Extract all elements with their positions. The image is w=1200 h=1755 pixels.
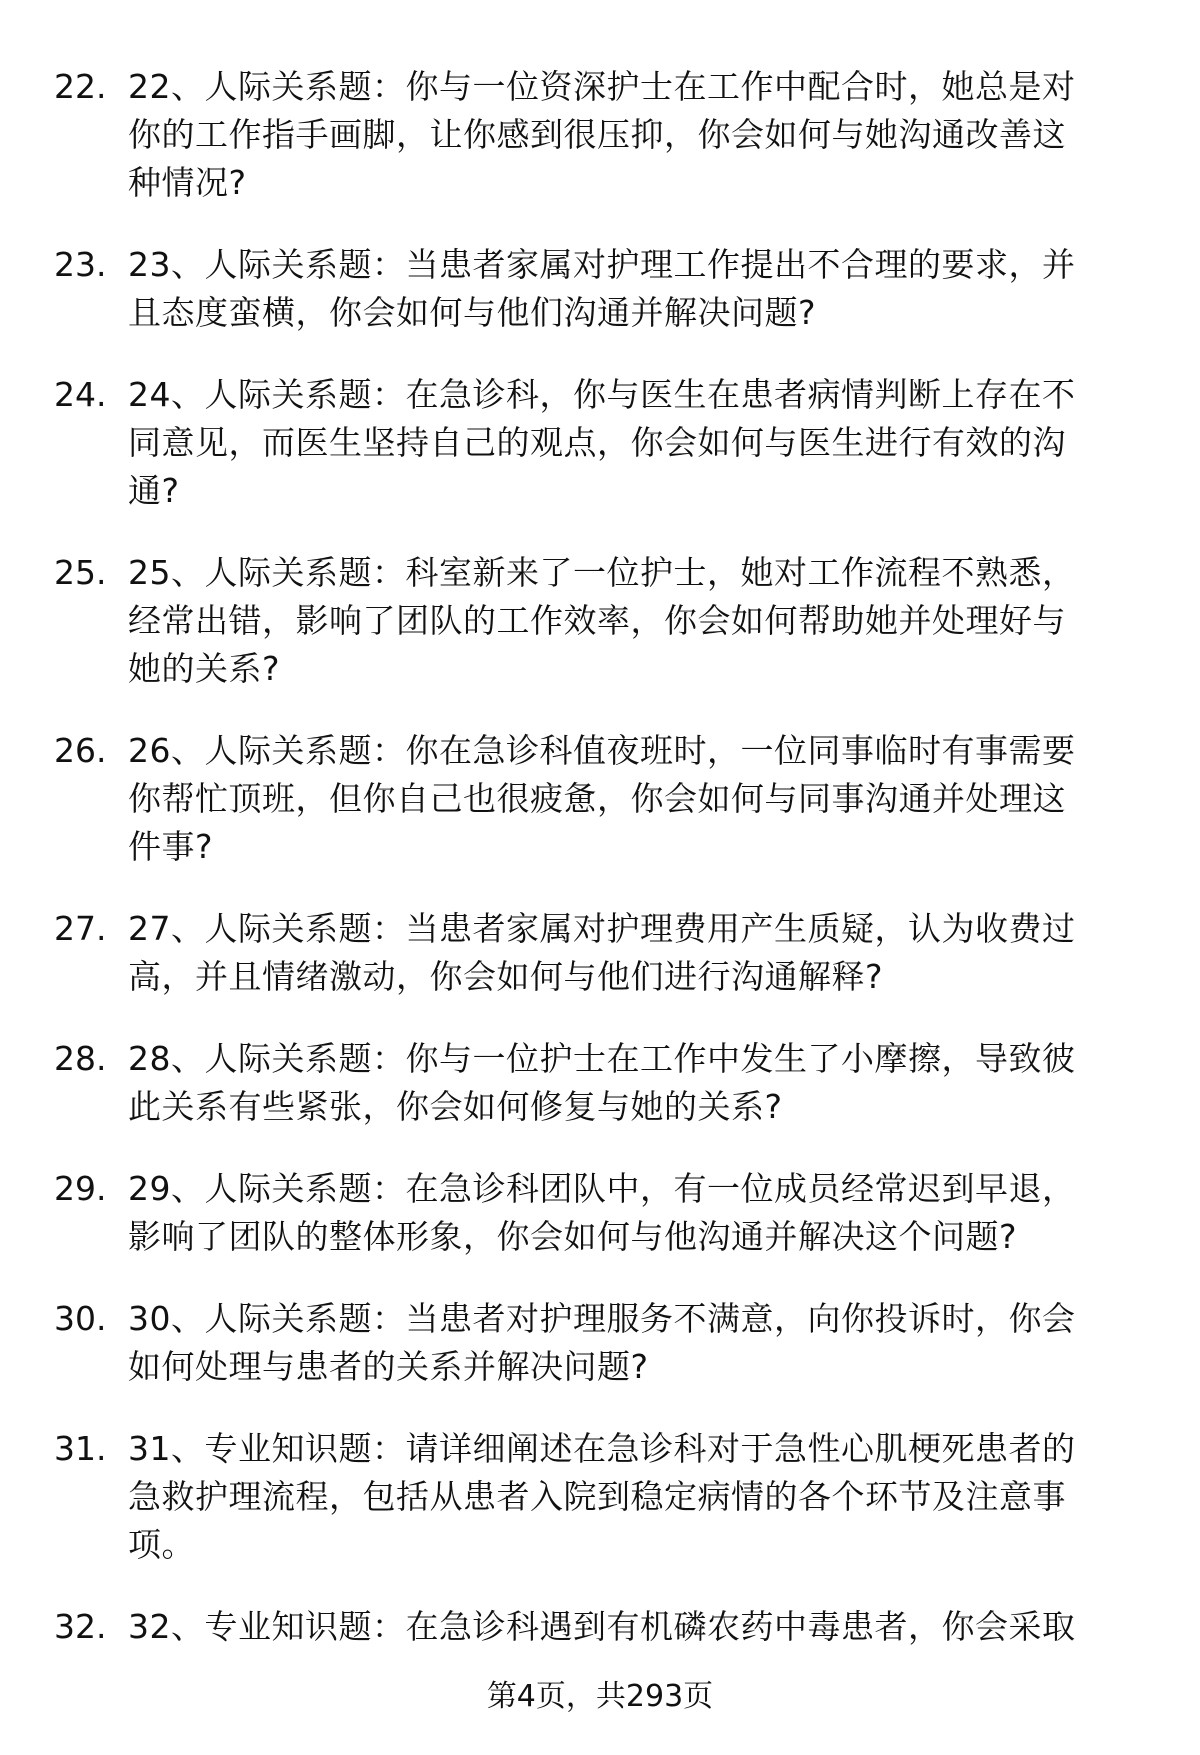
question-number: 26. [54, 731, 107, 770]
question-item [0, 905, 1200, 1001]
question-text-line: 24、人际关系题：在急诊科，你与医生在患者病情判断上存在不 [128, 375, 1076, 414]
question-text-line: 你的工作指手画脚，让你感到很压抑，你会如何与她沟通改善这 [128, 115, 1066, 154]
question-item [0, 63, 1200, 207]
question-text-line: 29、人际关系题：在急诊科团队中，有一位成员经常迟到早退， [128, 1169, 1076, 1208]
question-item [0, 241, 1200, 337]
question-text-line: 23、人际关系题：当患者家属对护理工作提出不合理的要求，并 [128, 245, 1076, 284]
question-item [0, 727, 1200, 871]
question-number: 22. [54, 67, 107, 106]
question-text-line: 此关系有些紧张，你会如何修复与她的关系? [128, 1087, 783, 1126]
question-item [0, 1165, 1200, 1261]
question-text-line: 30、人际关系题：当患者对护理服务不满意，向你投诉时，你会 [128, 1299, 1076, 1338]
question-number: 25. [54, 553, 107, 592]
question-item [0, 549, 1200, 693]
question-list [0, 63, 1200, 1685]
question-text-line: 31、专业知识题：请详细阐述在急诊科对于急性心肌梗死患者的 [128, 1429, 1076, 1468]
question-text-line: 28、人际关系题：你与一位护士在工作中发生了小摩擦，导致彼 [128, 1039, 1076, 1078]
question-item [0, 1425, 1200, 1569]
question-number: 23. [54, 245, 107, 284]
question-text-line: 通? [128, 471, 180, 510]
question-text-line: 她的关系? [128, 649, 281, 688]
question-number: 27. [54, 909, 107, 948]
question-text-line: 件事? [128, 827, 214, 866]
question-text-line: 如何处理与患者的关系并解决问题? [128, 1347, 649, 1386]
question-item [0, 1035, 1200, 1131]
question-text-line: 25、人际关系题：科室新来了一位护士，她对工作流程不熟悉， [128, 553, 1076, 592]
question-item [0, 1295, 1200, 1391]
question-text-line: 你帮忙顶班，但你自己也很疲惫，你会如何与同事沟通并处理这 [128, 779, 1066, 818]
question-text-line: 22、人际关系题：你与一位资深护士在工作中配合时，她总是对 [128, 67, 1076, 106]
question-item [0, 371, 1200, 515]
question-number: 32. [54, 1607, 107, 1646]
question-text-line: 影响了团队的整体形象，你会如何与他沟通并解决这个问题? [128, 1217, 1018, 1256]
question-item [0, 1603, 1200, 1651]
question-text-line: 32、专业知识题：在急诊科遇到有机磷农药中毒患者，你会采取 [128, 1607, 1076, 1646]
question-text-line: 项。 [128, 1525, 195, 1564]
question-text-line: 高，并且情绪激动，你会如何与他们进行沟通解释? [128, 957, 884, 996]
question-number: 24. [54, 375, 107, 414]
question-number: 29. [54, 1169, 107, 1208]
question-text-line: 27、人际关系题：当患者家属对护理费用产生质疑，认为收费过 [128, 909, 1076, 948]
question-text-line: 同意见，而医生坚持自己的观点，你会如何与医生进行有效的沟 [128, 423, 1066, 462]
question-text-line: 且态度蛮横，你会如何与他们沟通并解决问题? [128, 293, 817, 332]
question-text-line: 26、人际关系题：你在急诊科值夜班时，一位同事临时有事需要 [128, 731, 1076, 770]
question-number: 31. [54, 1429, 107, 1468]
question-text-line: 急救护理流程，包括从患者入院到稳定病情的各个环节及注意事 [128, 1477, 1066, 1516]
question-text-line: 种情况? [128, 163, 247, 202]
question-number: 28. [54, 1039, 107, 1078]
question-text-line: 经常出错，影响了团队的工作效率，你会如何帮助她并处理好与 [128, 601, 1066, 640]
page-indicator: 第4页，共293页 [486, 1679, 714, 1714]
question-number: 30. [54, 1299, 107, 1338]
